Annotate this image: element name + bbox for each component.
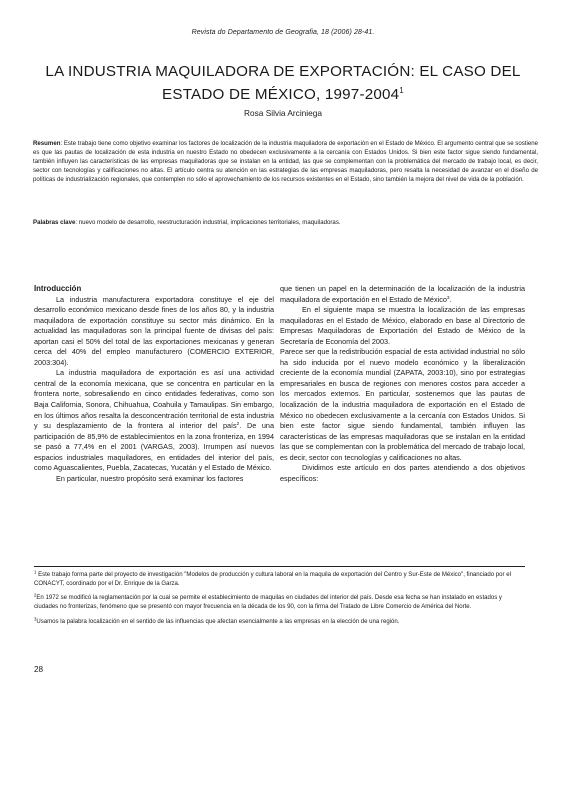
paragraph bbox=[34, 368, 274, 473]
journal-header: Revista do Departamento de Geografia, 18 (2006) 28-41. bbox=[191, 29, 375, 36]
keywords-text: : nuevo modelo de desarrollo, reestructuración industrial, implicaciones territoriales, maquiladoras. bbox=[75, 219, 341, 226]
footnote bbox=[34, 594, 525, 611]
author-name: Rosa Silvia Arciniega bbox=[244, 108, 322, 118]
body-column-right bbox=[280, 284, 525, 484]
paragraph-text: . De una participación de 85,9% de establecimientos en la zona fronteriza, en 1994 se pasó a 77,4% en el 2001 (VARGAS, 2003). Irrumpen así nuevos espacios industriales maquiladores, en entidades del interior del país, como Aguascalientes, Puebla, Zacatecas, Yucatán y el Estado de México. bbox=[34, 421, 274, 473]
footnote-marker[interactable]: 3 bbox=[446, 295, 450, 301]
keywords bbox=[33, 219, 538, 228]
footnote-text: Usamos la palabra localización en el sentido de las influencias que afectan esencialmente a las empresas en la elección de una región. bbox=[36, 618, 400, 625]
paragraph bbox=[280, 284, 525, 305]
footnote bbox=[34, 571, 525, 588]
section-title: Introducción bbox=[34, 284, 82, 293]
abstract-label: Resumen bbox=[33, 140, 61, 147]
article-title bbox=[40, 62, 526, 104]
paragraph-text: que tienen un papel en la determinación de la localización de la industria maquiladora de exportación en el Estado de México bbox=[280, 284, 525, 304]
paragraph-text: . bbox=[449, 294, 452, 304]
footnote-text: Este trabajo forma parte del proyecto de investigación "Modelos de producción y cultura laboral en la maquila de exportación del Centro y Sur-Este de México", financiado por el CONACYT, coordinado por el Dr. Enrique de la Garza. bbox=[34, 572, 511, 587]
page-number: 28 bbox=[34, 665, 44, 674]
footnote bbox=[34, 618, 525, 627]
footnote-marker[interactable]: 2 bbox=[236, 422, 240, 428]
keywords-label: Palabras clave bbox=[33, 219, 76, 226]
footnote-number: 1 bbox=[34, 569, 37, 575]
title-footnote-marker[interactable]: 1 bbox=[399, 86, 404, 95]
footnote-text: En 1972 se modificó la reglamentación por la cual se permite el establecimiento de maquilas en ciudades del interior del país. Desde esa fecha se han instalado en estados y ciudades no fronterizas, fenómeno que se presentó con mayor frecuencia en la década de los 90, con la firma del Tratado de Libre Comercio de América del Norte. bbox=[34, 595, 502, 611]
paragraph: La industria manufacturera exportadora constituye el eje del desarrollo económico mexicano desde fines de los años 80, y la industria maquiladora de exportación constituye su sector más dinámico. En la actualidad las maquiladoras son la principal fuente de divisas del país: aportan casi el 50% del total de las exportaciones mexicanas y generan cerca del 40% del empleo manufacturero (COMERCIO EXTERIOR, 2003:304). bbox=[34, 294, 274, 367]
footnote-number: 2 bbox=[34, 592, 37, 598]
paragraph: Dividimos este artículo en dos partes atendiendo a dos objetivos específicos: bbox=[280, 463, 525, 483]
paragraph: En el siguiente mapa se muestra la localización de las empresas maquiladoras en el Estado de México, elaborado en base al Directorio de Empresas Maquiladoras de Exportación del Estado de México de la Secretaría de Economía del 2003. bbox=[280, 305, 525, 346]
footnotes bbox=[34, 571, 525, 633]
body-column-left bbox=[34, 284, 274, 484]
paragraph-text: La industria maquiladora de exportación es así una actividad central de la economía mexicana, que se concentra en particular en la frontera norte, sobresaliendo en cinco entidades federativas, como son Baja California, Sonora, Chihuahua, Coahuila y Tamaulipas. Sin embargo, en los últimos años resalta la desconcentración territorial de esta industria y su desplazamiento de la frontera al interior del país bbox=[34, 368, 274, 431]
abstract bbox=[33, 140, 538, 185]
footnote-number: 3 bbox=[34, 616, 37, 622]
abstract-text: : Este trabajo tiene como objetivo examinar los factores de localización de la industria maquiladora de exportación en el Estado de México. El argumento central que se sostiene es que las pautas de localización de esta industria en nuestro Estado no obedecen exclusivamente a la cercanía con Estados Unidos. Si bien este factor sigue siendo fundamental, también influyen las características de las empresas maquiladoras que se instalan en la entidad, las que se complementan con la problemática del mercado de trabajo local, es decir, sector con tecnologías y calificaciones no altas. El artículo centra su atención en las estrategias de las empresas maquiladoras, pero resalta la necesidad de avanzar en el diseño de políticas de industrialización regionales, que contemplen no sólo el aprovechamiento de los recursos existentes en el Estado, sino también la mejora del nivel de vida de la población. bbox=[33, 140, 538, 183]
paragraph: Parece ser que la redistribución espacial de esta actividad industrial no sólo ha sido inducida por el nuevo modelo económico y la liberalización creciente de la economía mundial (ZAPATA, 2003:10), sino por estrategias empresariales en busca de regiones con menores costos para acceder a los mercados externos. En particular, sostenemos que las pautas de localización de la industria maquiladora de exportación en el Estado de México no obedecen exclusivamente a la cercanía con Estados Unidos. Si bien este factor sigue siendo fundamental, también influyen las características de las empresas maquiladoras que se instalan en la entidad las que se complementan con la problemática del mercado de trabajo local, es decir, sector con tecnologías y calificaciones no altas. bbox=[280, 347, 525, 462]
article-title-text: LA INDUSTRIA MAQUILADORA DE EXPORTACIÓN: EL CASO DEL ESTADO DE MÉXICO, 1997-2004 bbox=[45, 63, 521, 103]
footnote-divider bbox=[34, 566, 525, 567]
paragraph: En particular, nuestro propósito será examinar los factores bbox=[56, 473, 244, 483]
